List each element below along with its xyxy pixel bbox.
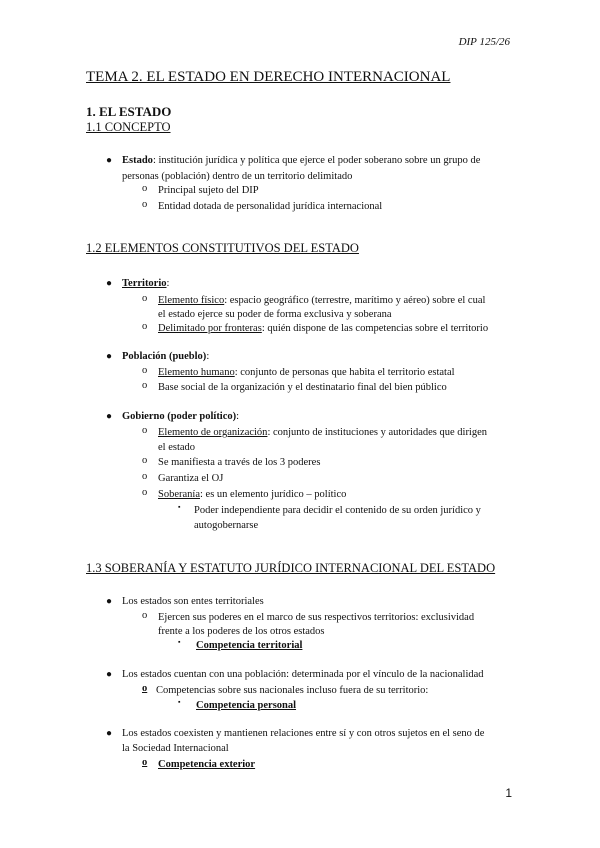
- competencia-exterior: Competencia exterior: [158, 759, 256, 770]
- colon: :: [206, 351, 210, 362]
- list-item: Los estados coexisten y mantienen relaciones entre sí y con otros sujetos en el seno de: [122, 728, 485, 739]
- list-subitem: Entidad dotada de personalidad jurídica internacional: [158, 201, 383, 212]
- definition-text-continued: personas (población) dentro de un territorio delimitado: [122, 171, 353, 182]
- section-heading: 1. EL ESTADO: [86, 104, 172, 119]
- list-item-territorio: [122, 275, 169, 292]
- term-elemento-fisico: Elemento físico: [158, 295, 225, 306]
- sub-bullet-icon: o: [142, 365, 148, 376]
- bullet-icon: ●: [106, 351, 113, 362]
- bullet-icon: ●: [106, 596, 113, 607]
- subitem-text: : conjunto de instituciones y autoridades que dirigen: [267, 427, 488, 438]
- list-item: Los estados son entes territoriales: [122, 596, 264, 607]
- subitem-text: : espacio geográfico (terrestre, marítimo y aéreo) sobre el cual: [224, 295, 486, 306]
- sub-bullet-icon: o: [142, 425, 148, 436]
- subitem-text: : quién dispone de las competencias sobre el territorio: [261, 323, 489, 334]
- sub-bullet-icon: o: [142, 321, 148, 332]
- sub-bullet-icon: o: [142, 380, 148, 391]
- term-gobierno: Gobierno (poder político): [122, 411, 237, 422]
- list-subitem: Competencias sobre sus nacionales incluso fuera de su territorio:: [156, 685, 429, 696]
- list-subitem: Principal sujeto del DIP: [158, 185, 259, 196]
- sub-bullet-icon: o: [142, 683, 148, 694]
- list-subitem: [158, 320, 488, 337]
- subsection-heading-1-1: 1.1 CONCEPTO: [86, 120, 171, 134]
- square-bullet-icon: ▪: [178, 698, 181, 706]
- term-poblacion: Población (pueblo): [122, 351, 207, 362]
- page-number: 1: [505, 786, 512, 800]
- competencia-personal: Competencia personal: [196, 700, 297, 711]
- list-subitem: Se manifiesta a través de los 3 poderes: [158, 457, 321, 468]
- list-subitem: Base social de la organización y el destinatario final del bien público: [158, 382, 447, 393]
- sub-bullet-icon: o: [142, 455, 148, 466]
- page-title: TEMA 2. EL ESTADO EN DERECHO INTERNACIONAL: [86, 69, 451, 85]
- list-subitem: Ejercen sus poderes en el marco de sus respectivos territorios: exclusividad: [158, 612, 475, 623]
- list-subsubitem: Poder independiente para decidir el contenido de su orden jurídico y: [194, 505, 481, 516]
- sub-bullet-icon: o: [142, 293, 148, 304]
- term-elemento-humano: Elemento humano: [158, 367, 235, 378]
- subitem-text: : conjunto de personas que habita el territorio estatal: [234, 367, 455, 378]
- sub-bullet-icon: o: [142, 183, 148, 194]
- sub-bullet-icon: o: [142, 757, 148, 768]
- subsection-heading-1-3: 1.3 SOBERANÍA Y ESTATUTO JURÍDICO INTERNACIONAL DEL ESTADO: [86, 561, 496, 575]
- term-soberania: Soberanía: [158, 489, 200, 500]
- list-subsubitem-continued: autogobernarse: [194, 520, 259, 531]
- sub-bullet-icon: o: [142, 610, 148, 621]
- square-bullet-icon: ▪: [178, 503, 181, 511]
- competencia-territorial: Competencia territorial: [196, 640, 303, 651]
- header-doc-code: DIP 125/26: [458, 36, 510, 48]
- list-subitem: [158, 486, 346, 503]
- sub-bullet-icon: o: [142, 199, 148, 210]
- colon: :: [236, 411, 240, 422]
- list-subitem: [158, 424, 487, 441]
- bullet-icon: ●: [106, 728, 113, 739]
- term-territorio: Territorio: [122, 278, 167, 289]
- bullet-icon: ●: [106, 278, 113, 289]
- list-item-estado: [122, 152, 480, 169]
- sub-bullet-icon: o: [142, 471, 148, 482]
- subitem-text-continued: el estado: [158, 442, 196, 453]
- sub-bullet-icon: o: [142, 487, 148, 498]
- list-subitem: Garantiza el OJ: [158, 473, 224, 484]
- subitem-text: : es un elemento jurídico – político: [200, 489, 347, 500]
- list-item-gobierno: [122, 408, 239, 425]
- list-subitem-continued: frente a los poderes de los otros estados: [158, 626, 325, 637]
- bullet-icon: ●: [106, 669, 113, 680]
- bullet-icon: ●: [106, 411, 113, 422]
- term-delimitado: Delimitado por fronteras: [158, 323, 262, 334]
- square-bullet-icon: ▪: [178, 638, 181, 646]
- subsection-heading-1-2: 1.2 ELEMENTOS CONSTITUTIVOS DEL ESTADO: [86, 241, 359, 255]
- bullet-icon: ●: [106, 155, 113, 166]
- list-item-poblacion: [122, 348, 209, 365]
- subitem-text-continued: el estado ejerce su poder de forma exclusiva y soberana: [158, 309, 392, 320]
- term-elemento-organizacion: Elemento de organización: [158, 427, 268, 438]
- list-item-continued: la Sociedad Internacional: [122, 743, 229, 754]
- definition-text: : institución jurídica y política que ejerce el poder soberano sobre un grupo de: [152, 155, 481, 166]
- list-item: Los estados cuentan con una población: determinada por el vínculo de la nacionalidad: [122, 669, 484, 680]
- term-estado: Estado: [122, 155, 153, 166]
- colon: :: [166, 278, 170, 289]
